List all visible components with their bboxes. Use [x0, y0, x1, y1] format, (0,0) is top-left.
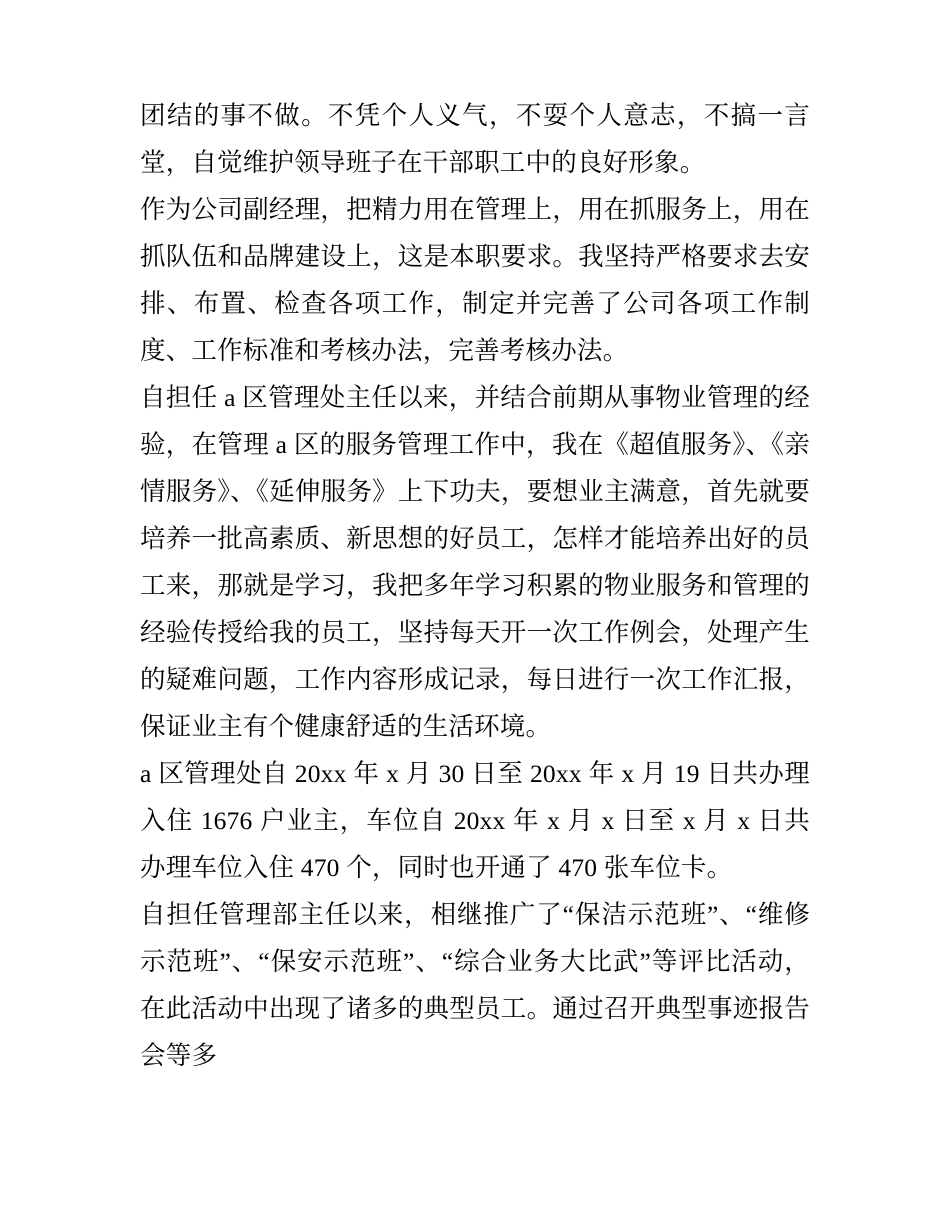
paragraph: 作为公司副经理，把精力用在管理上，用在抓服务上，用在抓队伍和品牌建设上，这是本职要求。我坚持严格要求去安排、布置、检查各项工作，制定并完善了公司各项工作制度、工作标准和考核办法，完善考核办法。 [140, 195, 810, 365]
paragraph: 团结的事不做。不凭个人义气，不耍个人意志，不搞一言堂，自觉维护领导班子在干部职工中的良好形象。 [140, 101, 810, 177]
document-body [140, 92, 810, 1079]
paragraph: a 区管理处自 20xx 年 x 月 30 日至 20xx 年 x 月 19 日共办理入住 1676 户业主，车位自 20xx 年 x 月 x 日至 x 月 x 日共办理车位入住 470 个，同时也开通了 470 张车位卡。 [140, 759, 810, 882]
paragraph: 自担任管理部主任以来，相继推广了“保洁示范班”、“维修示范班”、“保安示范班”、“综合业务大比武”等评比活动，在此活动中出现了诸多的典型员工。通过召开典型事迹报告会等多 [140, 900, 810, 1070]
paragraph: 自担任 a 区管理处主任以来，并结合前期从事物业管理的经验，在管理 a 区的服务管理工作中，我在《超值服务》、《亲情服务》、《延伸服务》上下功夫，要想业主满意，首先就要培养一批高素质、新思想的好员工，怎样才能培养出好的员工来，那就是学习，我把多年学习积累的物业服务和管理的经验传授给我的员工，坚持每天开一次工作例会，处理产生的疑难问题，工作内容形成记录，每日进行一次工作汇报，保证业主有个健康舒适的生活环境。 [140, 383, 810, 741]
